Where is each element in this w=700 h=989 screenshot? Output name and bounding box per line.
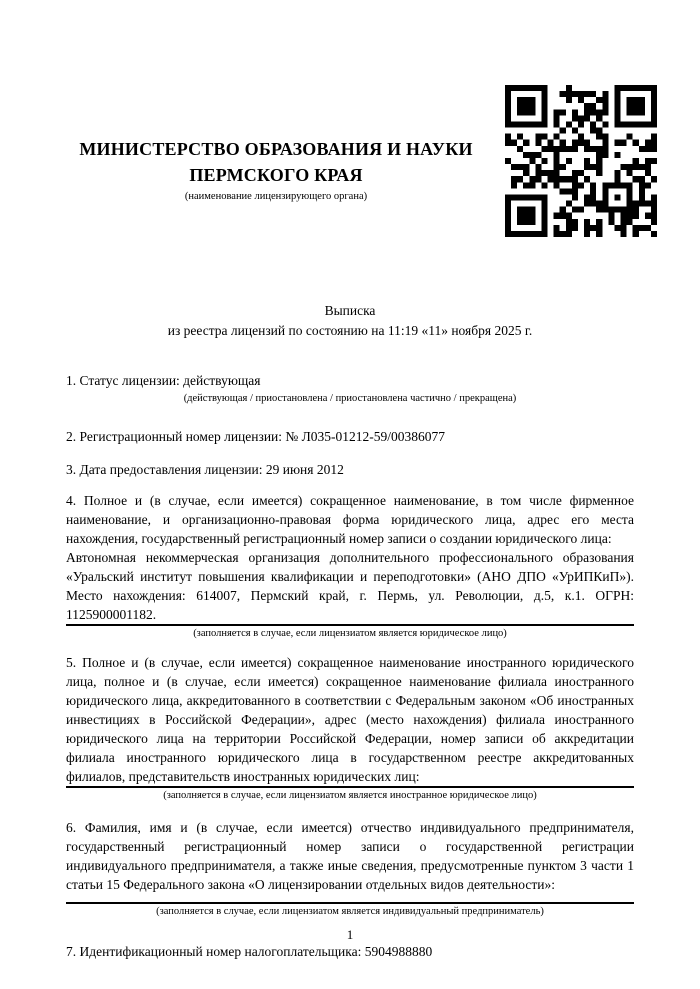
document-body [66, 371, 634, 962]
item-2-registration-number [66, 427, 634, 447]
ministry-name-line2: ПЕРМСКОГО КРАЯ [189, 165, 363, 185]
qr-code-icon [505, 85, 657, 237]
item-5-foreign-entity [66, 653, 634, 802]
document-title-line2: из реестра лицензий по состоянию на 11:19 «11» ноября 2025 г. [167, 323, 533, 338]
item-6-label: 6. Фамилия, имя и (в случае, если имеется) отчество индивидуального предпринимателя, государственный регистрационный номер записи о государственной регистрации индивидуального предпринимателя, а также иные сведения, предусмотренные пунктом 3 части 1 статьи 15 Федерального закона «О лицензировании отдельных видов деятельности»: [66, 820, 634, 892]
page-number: 1 [346, 927, 354, 942]
item-6-individual-entrepreneur [66, 818, 634, 918]
ministry-name-line1: МИНИСТЕРСТВО ОБРАЗОВАНИЯ И НАУКИ [79, 139, 473, 159]
item-6-caption: (заполняется в случае, если лицензиатом является индивидуальный предприниматель) [156, 906, 544, 917]
item-6-fill-line [66, 902, 634, 904]
document-title [0, 301, 700, 341]
item-5-label: 5. Полное и (в случае, если имеется) сокращенное наименование иностранного юридического лица, полное и (в случае, если имеется) сокращенное наименование филиала иностранного юридического лица, аккредитованного в соответствии с Федеральным законом «Об иностранных инвестициях в Российской Федерации», адрес (место нахождения) филиала иностранного юридического лица на территории Российской Федерации, номер записи об аккредитации филиала иностранного юридического лица в государственном реестре аккредитованных филиалов, представительств иностранных юридических лиц: [66, 655, 634, 784]
item-1-text: 1. Статус лицензии: действующая [66, 373, 261, 388]
ministry-caption: (наименование лицензирующего органа) [184, 191, 368, 202]
item-7-taxpayer-id [66, 942, 634, 962]
item-1-caption: (действующая / приостановлена / приостановлена частично / прекращена) [183, 393, 517, 404]
item-3-text: 3. Дата предоставления лицензии: 29 июня 2012 [66, 462, 344, 477]
item-2-text: 2. Регистрационный номер лицензии: № Л035-01212-59/00386077 [66, 429, 446, 444]
item-4-label: 4. Полное и (в случае, если имеется) сокращенное наименование, в том числе фирменное наименование, и организационно-правовая форма юридического лица, адрес его места нахождения, государственный регистрационный номер записи о создании юридического лица: [66, 493, 634, 546]
item-4-fill-line [66, 624, 634, 626]
item-4-value: Автономная некоммерческая организация дополнительного профессионального образования «Уральский институт повышения квалификации и переподготовки» (АНО ДПО «УрИПКиП»). Место нахождения: 614007, Пермский край, г. Пермь, ул. Революции, д.5, к.1. ОГРН: 1125900001182. [66, 550, 634, 622]
item-4-caption: (заполняется в случае, если лицензиатом является юридическое лицо) [193, 628, 507, 639]
document-title-line1: Выписка [324, 303, 376, 318]
item-5-fill-line [66, 786, 634, 788]
item-7-text: 7. Идентификационный номер налогоплательщика: 5904988880 [66, 944, 433, 959]
item-4-legal-entity [66, 491, 634, 640]
item-5-caption: (заполняется в случае, если лицензиатом является иностранное юридическое лицо) [163, 790, 537, 801]
item-1-license-status [66, 371, 634, 405]
item-3-license-date [66, 460, 634, 480]
